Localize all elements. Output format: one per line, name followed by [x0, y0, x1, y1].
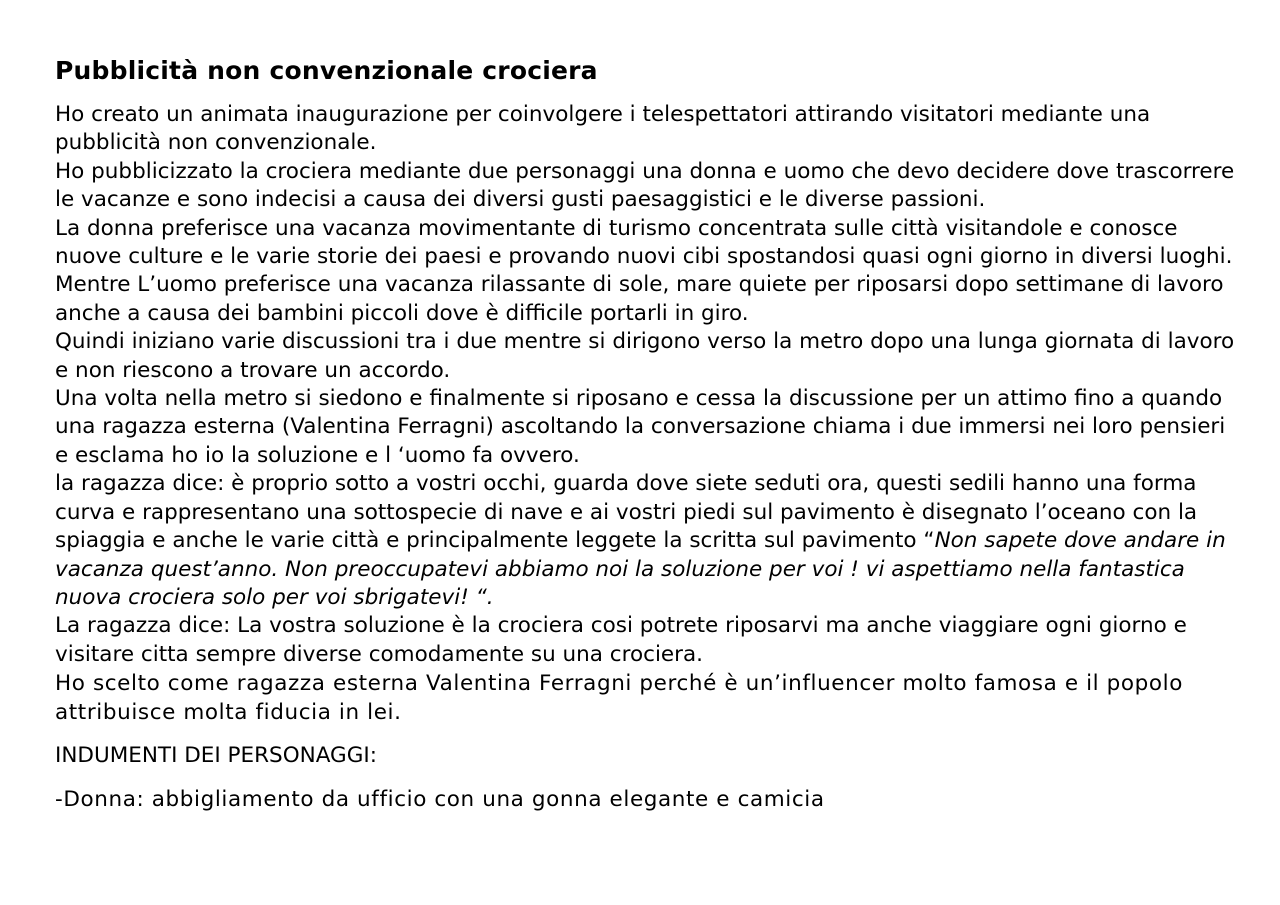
paragraph-4: Mentre L’uomo preferisce una vacanza rilassante di sole, mare quiete per riposarsi dopo settimane di lavoro anche a causa dei bambini piccoli dove è difficile portarli in giro.	[55, 272, 1224, 326]
document-title: Pubblicità non convenzionale crociera	[55, 56, 598, 85]
paragraph-8: La ragazza dice: La vostra soluzione è la crociera cosi potrete riposarvi ma anche viaggiare ogni giorno e visitare citta sempre diverse comodamente su una crociera.	[55, 613, 1187, 667]
paragraph-7-text: la ragazza dice: è proprio sotto a vostri occhi, guarda dove siete seduti ora, questi sedili hanno una forma curva e rappresentano una sottospecie di nave e ai vostri piedi sul pavimento è disegnato l’oceano con la spiaggia e anche le varie città e principalmente leggete la scritta sul pavimento “	[55, 471, 1198, 554]
paragraph-7-quote: Non sapete dove andare in vacanza quest’anno. Non preoccupatevi abbiamo noi la soluzione per voi ! vi aspettiamo nella fantastica nuova crociera solo per voi sbrigatevi! “.	[55, 528, 1226, 610]
paragraph-7	[55, 470, 1235, 612]
paragraph-1: Ho creato un animata inaugurazione per coinvolgere i telespettatori attirando visitatori mediante una pubblicità non convenzionale.	[55, 102, 1151, 156]
list-item: -Donna: abbigliamento da ufficio con una gonna elegante e camicia	[55, 787, 825, 813]
paragraph-9: Ho scelto come ragazza esterna Valentina Ferragni perché è un’influencer molto famosa e il popolo attribuisce molta fiducia in lei.	[55, 671, 1183, 726]
document-page	[55, 53, 1235, 815]
paragraph-6: Una volta nella metro si siedono e finalmente si riposano e cessa la discussione per un attimo fino a quando una ragazza esterna (Valentina Ferragni) ascoltando la conversazione chiama i due immersi nei loro pensieri e esclama ho io la soluzione e l ‘uomo fa ovvero.	[55, 386, 1226, 468]
paragraph-2: Ho pubblicizzato la crociera mediante due personaggi una donna e uomo che devo decidere dove trascorrere le vacanze e sono indecisi a causa dei diversi gusti paesaggistici e le diverse passioni.	[55, 158, 1235, 213]
document-body	[55, 101, 1235, 669]
section-heading: INDUMENTI DEI PERSONAGGI:	[55, 743, 377, 769]
paragraph-3: La donna preferisce una vacanza movimentante di turismo concentrata sulle città visitandole e conosce nuove culture e le varie storie dei paesi e provando nuovi cibi spostandosi quasi ogni giorno in diversi luoghi.	[55, 215, 1233, 270]
paragraph-5: Quindi iniziano varie discussioni tra i due mentre si dirigono verso la metro dopo una lunga giornata di lavoro e non riescono a trovare un accordo.	[55, 329, 1235, 383]
